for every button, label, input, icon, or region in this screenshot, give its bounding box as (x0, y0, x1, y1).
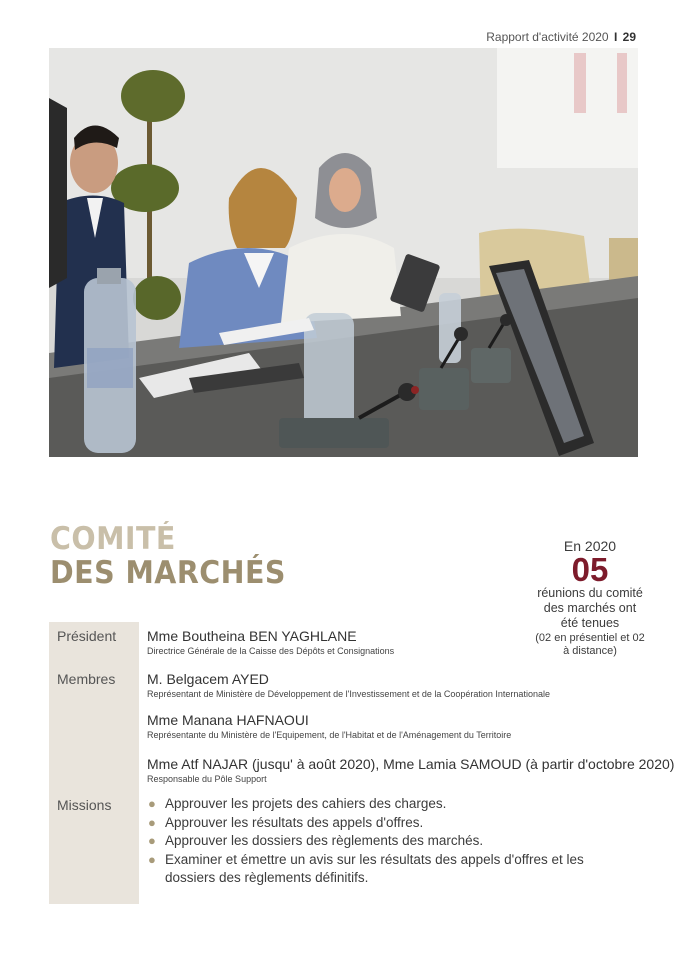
stat-number: 05 (571, 551, 609, 588)
title-line-2: DES MARCHÉS (50, 555, 286, 591)
meeting-photo (49, 48, 638, 457)
missions-list (147, 795, 637, 888)
mission-item (147, 795, 637, 814)
president-label: Président (57, 628, 117, 644)
president-name: Mme Boutheina BEN YAGHLANE (147, 628, 357, 644)
bullet-icon: ● (148, 833, 156, 848)
mission-text: Examiner et émettre un avis sur les résultats des appels d'offres et les dossiers des règlements définitifs. (165, 851, 584, 885)
member-entry (147, 756, 674, 785)
bullet-icon: ● (148, 814, 156, 830)
section-title (50, 522, 286, 590)
members-label: Membres (57, 671, 116, 687)
stat-description: réunions du comité des marchés ont été tenues (537, 586, 643, 630)
member-entry (147, 671, 550, 700)
meetings-stat (535, 538, 645, 658)
president-role: Directrice Générale de la Caisse des Dépôts et Consignations (147, 646, 395, 656)
mission-item (147, 832, 637, 851)
labels-sidebar (49, 622, 139, 904)
report-title: Rapport d'activité 2020 (486, 30, 609, 44)
bullet-icon: ● (148, 796, 156, 811)
missions-label: Missions (57, 797, 112, 813)
page-number: 29 (622, 30, 636, 44)
stat-year: En 2020 (563, 538, 617, 554)
stat-note: (02 en présentiel et 02 à distance) (535, 632, 645, 657)
bullet-icon: ● (148, 851, 156, 867)
mission-text: Approuver les résultats des appels d'offres. (165, 814, 424, 830)
page-header (486, 30, 636, 44)
mission-item (147, 814, 637, 833)
mission-text: Approuver les dossiers des règlements des marchés. (165, 833, 484, 848)
member-name: Mme Manana HAFNAOUI (147, 712, 309, 728)
mission-text: Approuver les projets des cahiers des charges. (165, 796, 447, 811)
header-separator: I (613, 30, 618, 44)
member-role: Représentant de Ministère de Développement de l'Investissement et de la Coopération Internationale (147, 689, 550, 699)
mission-item (147, 851, 637, 888)
president-entry (147, 628, 394, 657)
member-role: Représentante du Ministère de l'Equipement, de l'Habitat et de l'Aménagement du Territoire (147, 730, 512, 740)
member-name: Mme Atf NAJAR (jusqu' à août 2020), Mme Lamia SAMOUD (à partir d'octobre 2020) (147, 756, 675, 772)
title-line-1: COMITÉ (50, 521, 176, 557)
member-entry (147, 712, 511, 741)
member-name: M. Belgacem AYED (147, 671, 269, 687)
member-role: Responsable du Pôle Support (147, 774, 267, 784)
